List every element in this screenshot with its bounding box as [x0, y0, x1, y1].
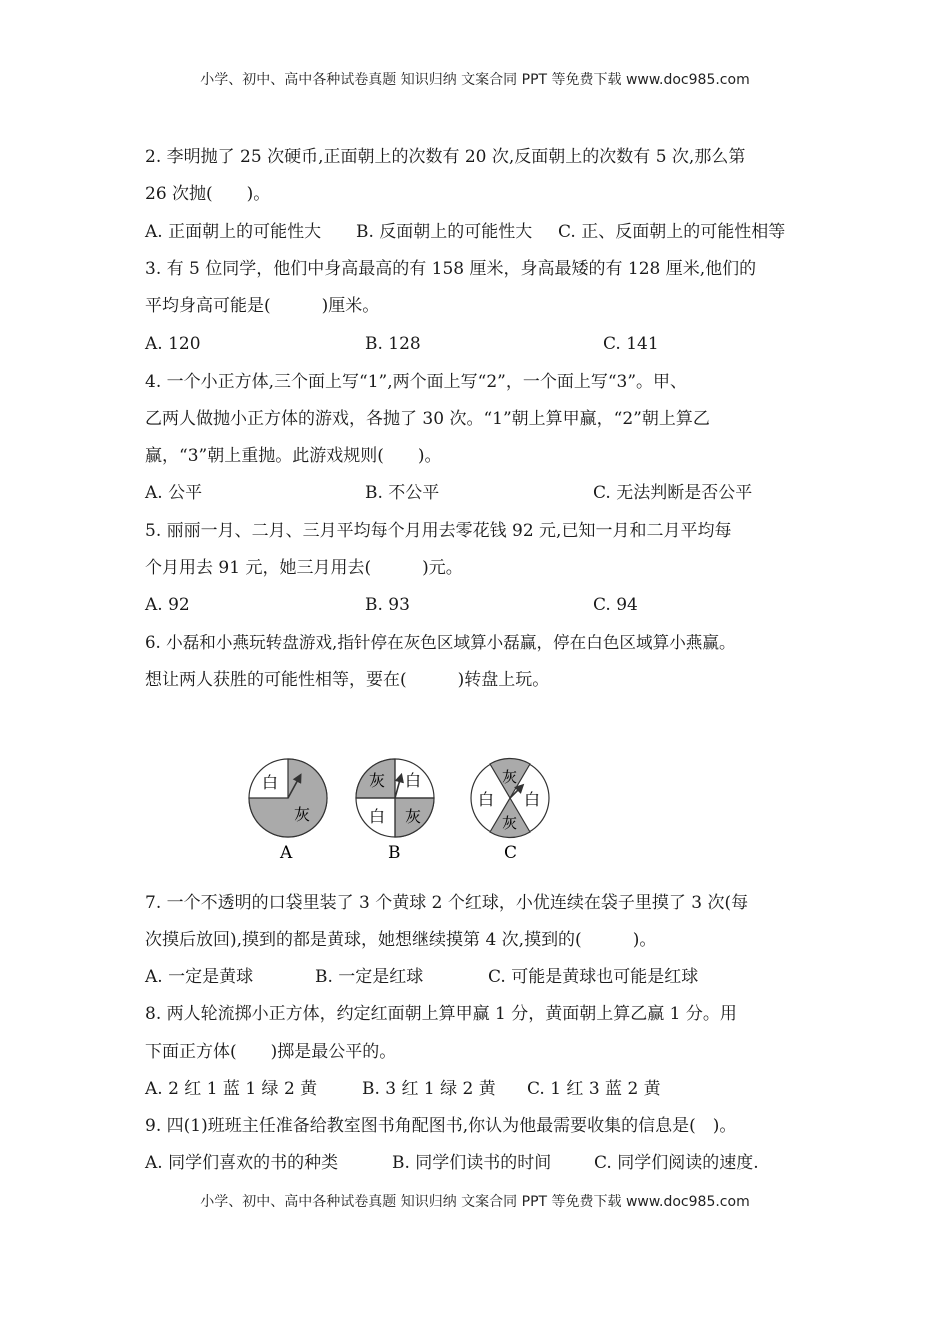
- q7-option-a: A. 一定是黄球: [145, 967, 254, 987]
- spinner-b-white-label-2: 白: [369, 807, 386, 826]
- q5-option-c: C. 94: [593, 595, 638, 615]
- q4-line3: 赢，“3”朝上重抛。此游戏规则( )。: [145, 446, 442, 466]
- spinner-a: [249, 759, 327, 863]
- q3-line1: 3. 有 5 位同学，他们中身高最高的有 158 厘米，身高最矮的有 128 厘米,他们的: [145, 259, 757, 279]
- spinner-c-gray-label-top: 灰: [502, 768, 518, 786]
- q8-line1: 8. 两人轮流掷小正方体，约定红面朝上算甲赢 1 分，黄面朝上算乙赢 1 分。用: [145, 1004, 737, 1024]
- q5-option-a: A. 92: [145, 595, 190, 615]
- spinner-c-white-label-right: 白: [524, 790, 541, 809]
- q2-line1: 2. 李明抛了 25 次硬币,正面朝上的次数有 20 次,反面朝上的次数有 5 次,那么第: [145, 147, 746, 167]
- spinner-a-gray-label: 灰: [294, 805, 311, 824]
- q8-option-c: C. 1 红 3 蓝 2 黄: [527, 1079, 661, 1099]
- page-header: 小学、初中、高中各种试卷真题 知识归纳 文案合同 PPT 等免费下载 www.doc985.com: [200, 72, 750, 88]
- q4-line2: 乙两人做抛小正方体的游戏，各抛了 30 次。“1”朝上算甲赢，“2”朝上算乙: [145, 409, 710, 429]
- q9-line1: 9. 四(1)班班主任准备给教室图书角配图书,你认为他最需要收集的信息是( )。: [145, 1116, 737, 1136]
- spinner-b-gray-label-2: 灰: [405, 807, 422, 826]
- spinner-a-white-label: 白: [262, 773, 279, 792]
- spinner-a-caption: A: [280, 843, 293, 863]
- q2-option-a: A. 正面朝上的可能性大: [145, 222, 322, 242]
- q7-line1: 7. 一个不透明的口袋里装了 3 个黄球 2 个红球，小优连续在袋子里摸了 3 次(每: [145, 893, 749, 913]
- q6-line2: 想让两人获胜的可能性相等，要在( )转盘上玩。: [145, 670, 550, 690]
- spinner-c-gray-label-bottom: 灰: [502, 814, 518, 832]
- spinner-c-caption: C: [504, 843, 518, 863]
- q3-option-a: A. 120: [145, 334, 201, 354]
- spinner-b-white-label-1: 白: [405, 771, 422, 790]
- q9-option-c: C. 同学们阅读的速度.: [594, 1153, 759, 1173]
- spinner-c: [471, 758, 549, 863]
- q3-line2: 平均身高可能是( )厘米。: [145, 296, 380, 316]
- q7-line2: 次摸后放回),摸到的都是黄球，她想继续摸第 4 次,摸到的( )。: [145, 930, 657, 950]
- q4-option-a: A. 公平: [145, 483, 203, 503]
- q5-option-b: B. 93: [365, 595, 410, 615]
- q2-line2: 26 次抛( )。: [145, 184, 271, 204]
- spinner-figure: [240, 750, 560, 865]
- q6-line1: 6. 小磊和小燕玩转盘游戏,指针停在灰色区域算小磊赢，停在白色区域算小燕赢。: [145, 633, 736, 652]
- q5-line1: 5. 丽丽一月、二月、三月平均每个月用去零花钱 92 元,已知一月和二月平均每: [145, 521, 732, 541]
- q8-option-b: B. 3 红 1 绿 2 黄: [362, 1079, 496, 1099]
- q8-option-a: A. 2 红 1 蓝 1 绿 2 黄: [145, 1079, 318, 1099]
- q5-line2: 个月用去 91 元，她三月用去( )元。: [145, 558, 463, 578]
- q7-option-c: C. 可能是黄球也可能是红球: [488, 967, 699, 987]
- q8-line2: 下面正方体( )掷是最公平的。: [145, 1042, 397, 1062]
- q9-option-b: B. 同学们读书的时间: [392, 1153, 552, 1173]
- q7-option-b: B. 一定是红球: [315, 967, 424, 987]
- page-footer: 小学、初中、高中各种试卷真题 知识归纳 文案合同 PPT 等免费下载 www.doc985.com: [200, 1194, 750, 1210]
- q2-option-b: B. 反面朝上的可能性大: [356, 222, 533, 242]
- q4-option-c: C. 无法判断是否公平: [593, 483, 753, 503]
- spinner-c-white-label-left: 白: [478, 790, 495, 809]
- q9-option-a: A. 同学们喜欢的书的种类: [145, 1153, 339, 1173]
- spinner-b-caption: B: [388, 843, 401, 863]
- q4-line1: 4. 一个小正方体,三个面上写“1”,两个面上写“2”，一个面上写“3”。甲、: [145, 372, 688, 392]
- spinner-b-gray-label-1: 灰: [369, 771, 386, 790]
- q3-option-c: C. 141: [603, 334, 659, 354]
- q3-option-b: B. 128: [365, 334, 421, 354]
- spinner-b: [356, 759, 434, 863]
- q2-option-c: C. 正、反面朝上的可能性相等: [558, 222, 786, 242]
- q4-option-b: B. 不公平: [365, 483, 440, 503]
